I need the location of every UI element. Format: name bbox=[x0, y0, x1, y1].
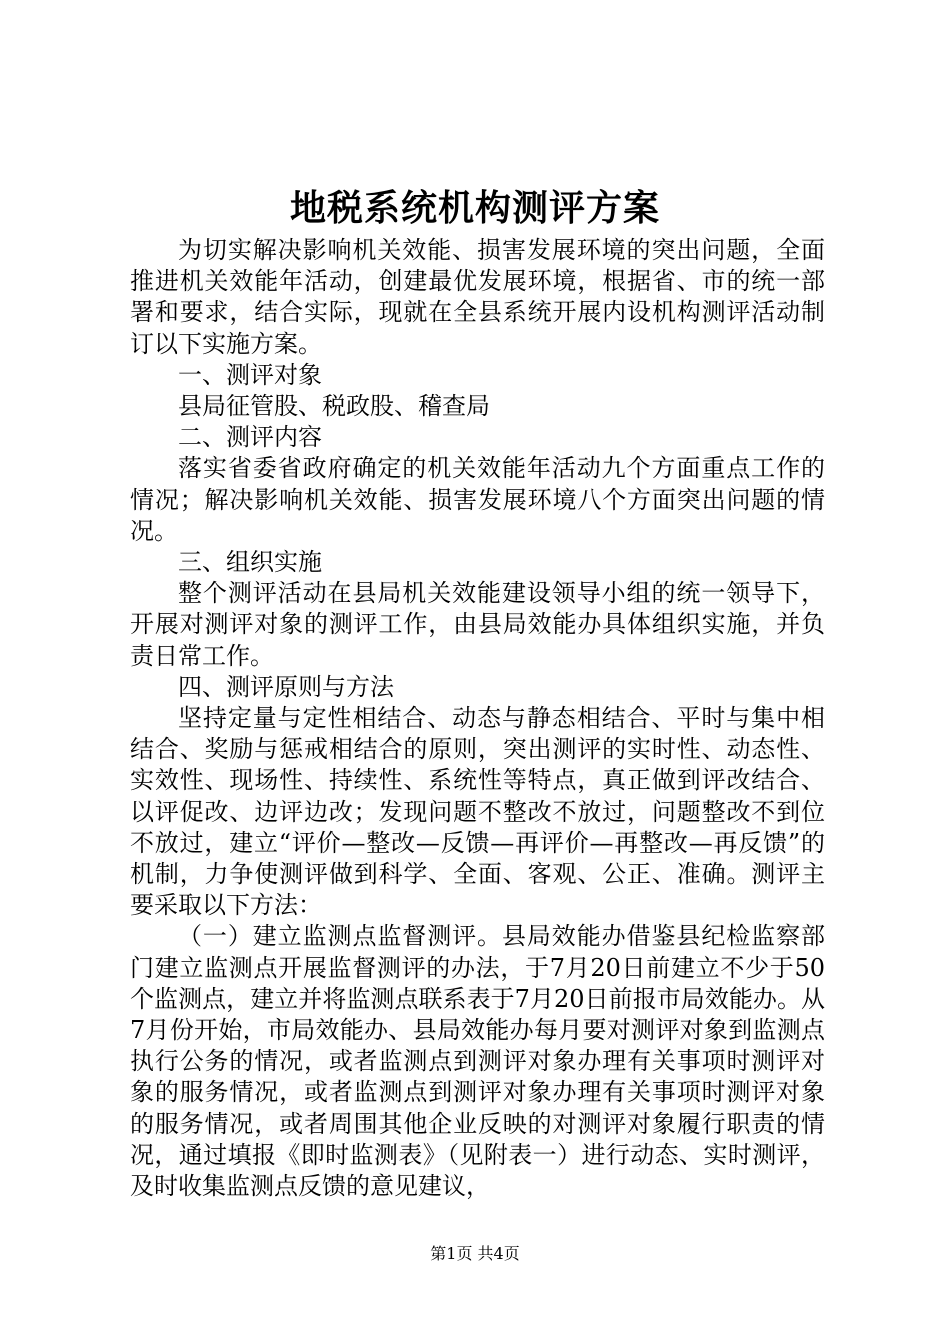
section-heading-1: 一、测评对象 bbox=[178, 360, 322, 389]
document-title: 地税系统机构测评方案 bbox=[289, 187, 660, 229]
section-heading-2: 二、测评内容 bbox=[178, 423, 322, 452]
page-footer: 第1页 共4页 bbox=[430, 1244, 520, 1263]
section-3-content: 整个测评活动在县局机关效能建设领导小组的统一领导下，开展对测评对象的测评工作，由县局效能办具体组织实施，并负责日常工作。 bbox=[130, 579, 825, 670]
section-1-content: 县局征管股、税政股、稽查局 bbox=[178, 392, 490, 421]
intro-paragraph: 为切实解决影响机关效能、损害发展环境的突出问题，全面推进机关效能年活动，创建最优发展环境，根据省、市的统一部署和要求，结合实际，现就在全县系统开展内设机构测评活动制订以下实施方案。 bbox=[130, 236, 825, 358]
section-heading-4: 四、测评原则与方法 bbox=[178, 672, 394, 701]
document-body bbox=[130, 235, 825, 1202]
section-heading-3: 三、组织实施 bbox=[178, 548, 322, 577]
section-4-content: 坚持定量与定性相结合、动态与静态相结合、平时与集中相结合、奖励与惩戒相结合的原则，突出测评的实时性、动态性、实效性、现场性、持续性、系统性等特点，真正做到评改结合、以评促改、边评边改；发现问题不整改不放过，问题整改不到位不放过，建立“评价—整改—反馈—再评价—再整改—再反馈”的机制，力争使测评做到科学、全面、客观、公正、准确。测评主要采取以下方法： bbox=[130, 704, 825, 920]
section-2-content: 落实省委省政府确定的机关效能年活动九个方面重点工作的情况；解决影响机关效能、损害发展环境八个方面突出问题的情况。 bbox=[130, 454, 825, 545]
section-4-subsection-1: （一）建立监测点监督测评。县局效能办借鉴县纪检监察部门建立监测点开展监督测评的办法，于7月20日前建立不少于50个监测点，建立并将监测点联系表于7月20日前报市局效能办。从7月份开始，市局效能办、县局效能办每月要对测评对象到监测点执行公务的情况，或者监测点到测评对象办理有关事项时测评对象的服务情况，或者监测点到测评对象办理有关事项时测评对象的服务情况，或者周围其他企业反映的对测评对象履行职责的情况，通过填报《即时监测表》（见附表一）进行动态、实时测评，及时收集监测点反馈的意见建议， bbox=[130, 922, 825, 1201]
